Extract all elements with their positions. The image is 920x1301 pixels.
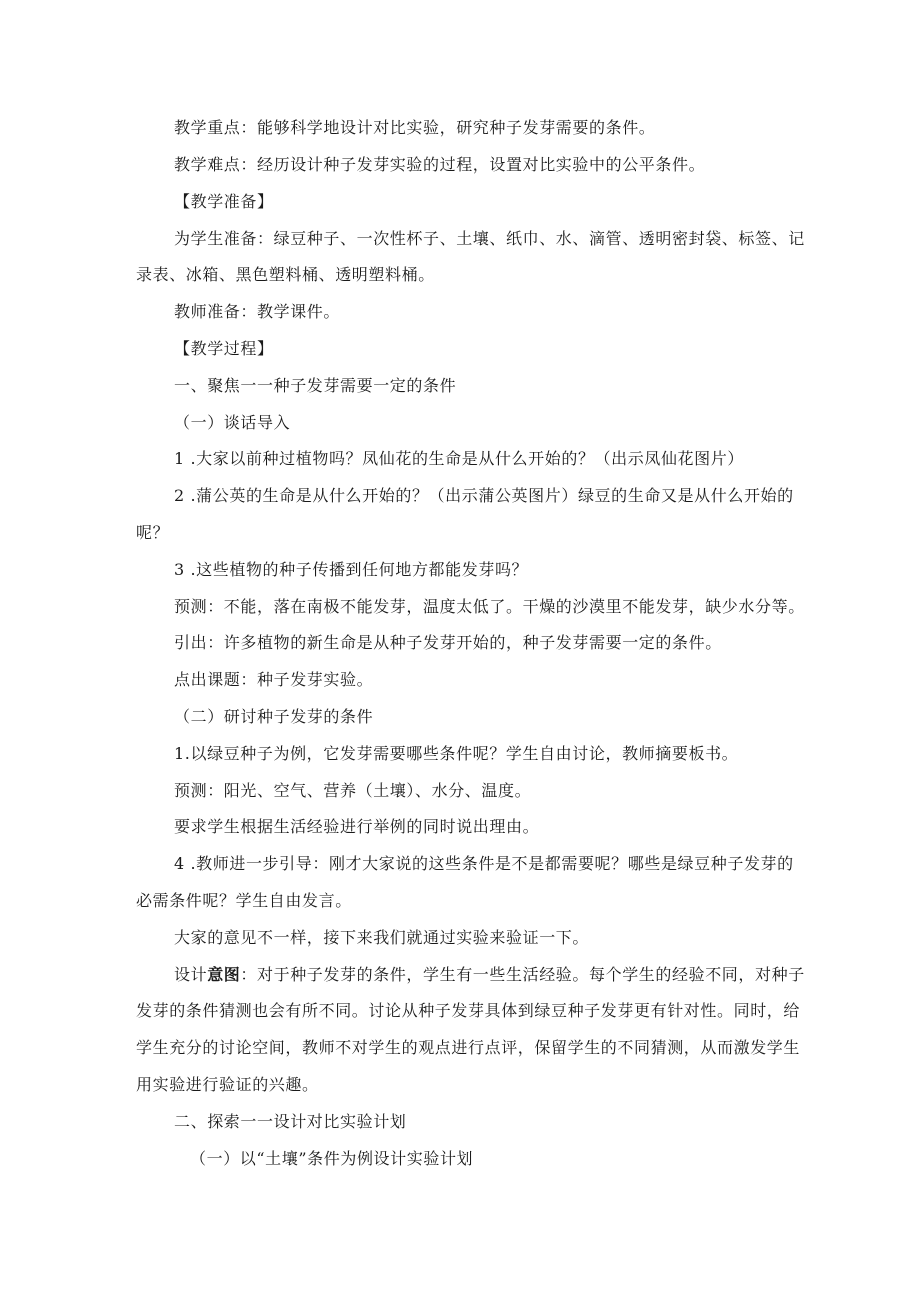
line-design-1: [0, 965, 920, 985]
design-text-2: 发芽的条件猜测也会有所不同。讨论从种子发芽具体到绿豆种子发芽更有针对性。同时，给: [136, 1001, 801, 1020]
lead-text: 引出：许多植物的新生命是从种子发芽开始的，种子发芽需要一定的条件。: [174, 633, 722, 652]
design-label: [174, 965, 240, 985]
require-text: 要求学生根据生活经验进行举例的同时说出理由。: [174, 817, 540, 836]
line-prep-heading: [0, 192, 920, 212]
predict1-text: 预测：不能，落在南极不能发芽，温度太低了。干燥的沙漠里不能发芽，缺少水分等。: [174, 597, 805, 616]
sub1-heading: （一）谈话导入: [174, 413, 291, 432]
design-text-3: 学生充分的讨论空间，教师不对学生的观点进行点评，保留学生的不同猜测，从而激发学生: [136, 1038, 801, 1057]
line-q2-2: [0, 523, 920, 543]
opinion-text: 大家的意见不一样，接下来我们就通过实验来验证一下。: [174, 928, 590, 947]
line-require: [0, 817, 920, 837]
line-q1: [0, 449, 920, 469]
line-p1: [0, 744, 920, 764]
line-student-prep-1: [0, 229, 920, 249]
line-sub3: [0, 1149, 920, 1169]
q2-text-1: 2 .蒲公英的生命是从什么开始的？（出示蒲公英图片）绿豆的生命又是从什么开始的: [174, 486, 794, 505]
line-design-2: [0, 1001, 920, 1021]
prep-heading: 【教学准备】: [174, 192, 274, 211]
sub2-heading: （二）研讨种子发芽的条件: [174, 707, 374, 726]
p4-text-1: 4 .教师进一步引导：刚才大家说的这些条件是不是都需要呢？哪些是绿豆种子发芽的: [174, 854, 794, 873]
line-key-point: [0, 118, 920, 138]
line-design-3: [0, 1038, 920, 1058]
line-p4-2: [0, 891, 920, 911]
line-sub2: [0, 707, 920, 727]
line-student-prep-2: [0, 265, 920, 285]
line-difficulty: [0, 155, 920, 175]
line-topic: [0, 670, 920, 690]
key-point-text: 教学重点：能够科学地设计对比实验，研究种子发芽需要的条件。: [174, 118, 656, 137]
line-sub1: [0, 413, 920, 433]
line-section2: [0, 1112, 920, 1132]
process-heading: 【教学过程】: [174, 339, 274, 358]
line-predict2: [0, 781, 920, 801]
q2-text-2: 呢？: [136, 523, 170, 542]
topic-text: 点出课题：种子发芽实验。: [174, 670, 374, 689]
line-teacher-prep: [0, 302, 920, 322]
q1-text: 1 .大家以前种过植物吗？凤仙花的生命是从什么开始的？（出示凤仙花图片）: [174, 449, 744, 468]
line-section1: [0, 376, 920, 396]
predict2-text: 预测：阳光、空气、营养（土壤）、水分、温度。: [174, 781, 532, 800]
difficulty-text: 教学难点：经历设计种子发芽实验的过程，设置对比实验中的公平条件。: [174, 155, 706, 174]
design-text-1: ：对于种子发芽的条件，学生有一些生活经验。每个学生的经验不同，对种子: [240, 965, 805, 984]
line-p4-1: [0, 854, 920, 874]
sub3-heading: （一）以“土壤”条件为例设计实验计划: [190, 1149, 474, 1168]
line-lead: [0, 633, 920, 653]
design-text-4: 用实验进行验证的兴趣。: [136, 1075, 319, 1094]
design-label-b: 意图: [207, 965, 241, 984]
teacher-prep-text: 教师准备：教学课件。: [174, 302, 341, 321]
section1-heading: 一、聚焦一一种子发芽需要一定的条件: [174, 376, 457, 395]
line-process-heading: [0, 339, 920, 359]
section2-heading: 二、探索一一设计对比实验计划: [174, 1112, 407, 1131]
p1-text: 1.以绿豆种子为例，它发芽需要哪些条件呢？学生自由讨论，教师摘要板书。: [174, 744, 739, 763]
line-q3: [0, 560, 920, 580]
student-prep-text-2: 录表、冰箱、黑色塑料桶、透明塑料桶。: [136, 265, 435, 284]
q3-text: 3 .这些植物的种子传播到任何地方都能发芽吗？: [174, 560, 529, 579]
line-predict1: [0, 597, 920, 617]
line-opinion: [0, 928, 920, 948]
student-prep-text-1: 为学生准备：绿豆种子、一次性杯子、土壤、纸巾、水、滴管、透明密封袋、标签、记: [174, 229, 805, 248]
line-q2-1: [0, 486, 920, 506]
design-label-a: 设计: [174, 965, 208, 984]
p4-text-2: 必需条件呢？学生自由发言。: [136, 891, 352, 910]
line-design-4: [0, 1075, 920, 1095]
